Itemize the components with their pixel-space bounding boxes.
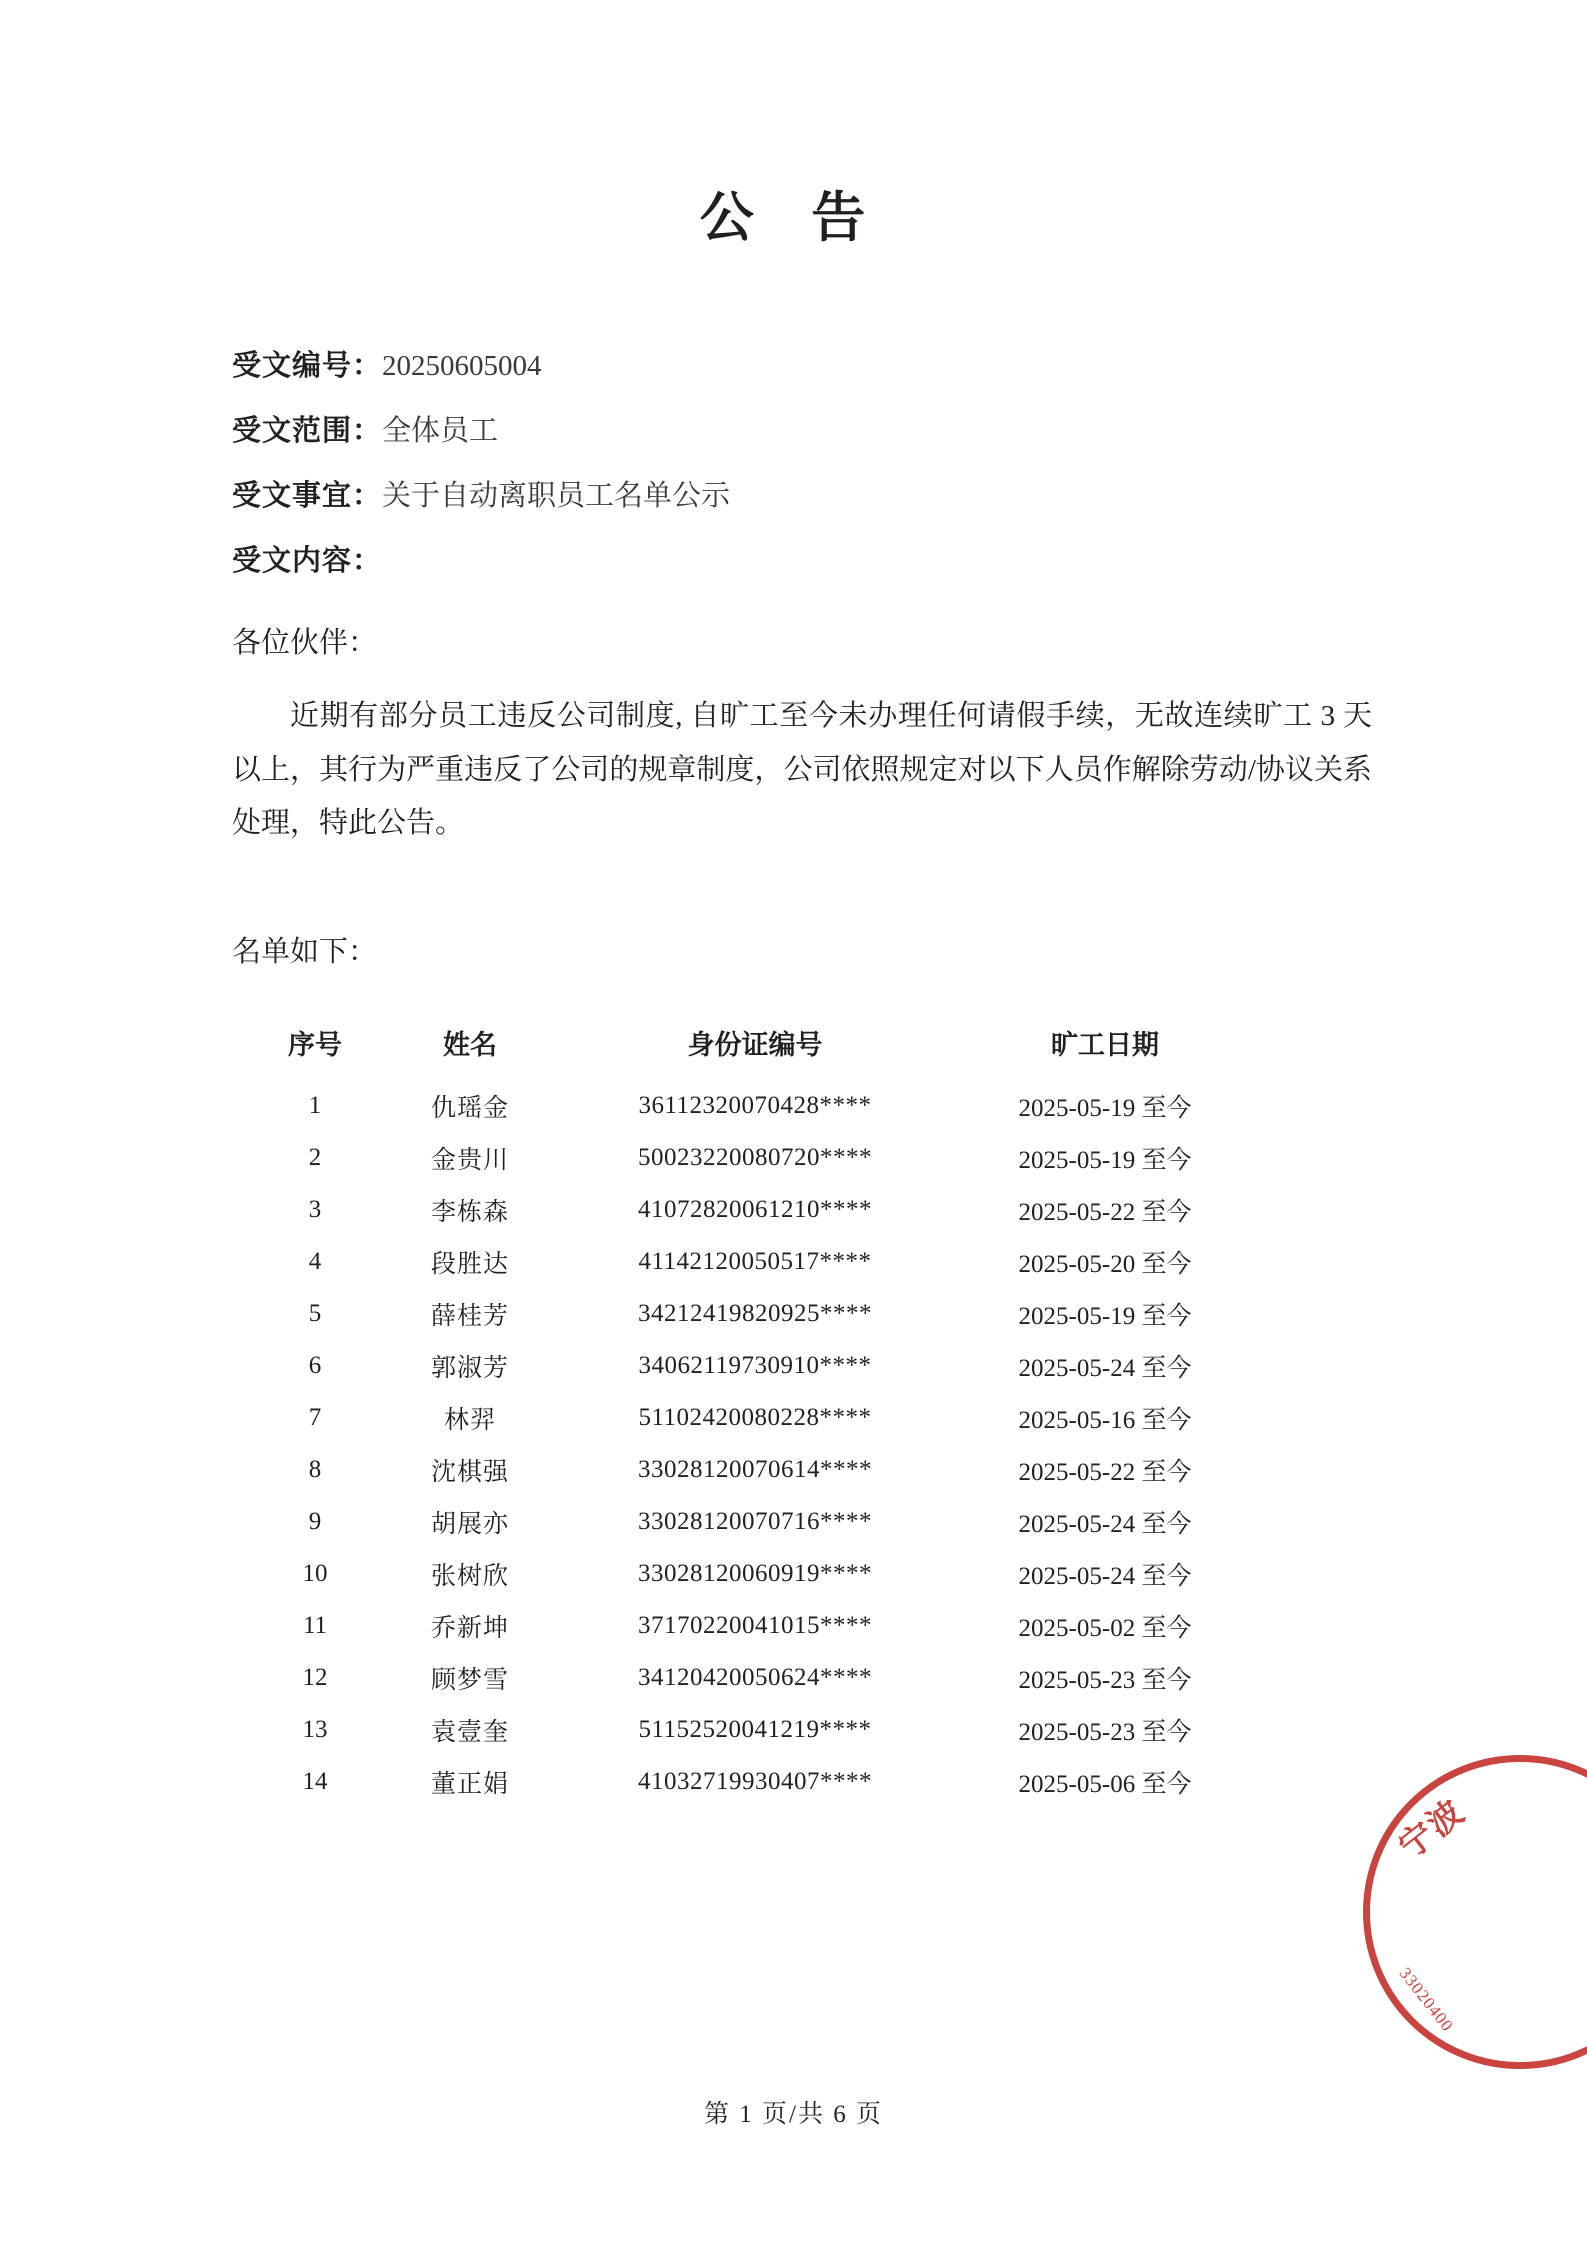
meta-row-content — [232, 547, 1387, 576]
table-row — [255, 1288, 1265, 1340]
meta-row-scope — [232, 417, 1387, 446]
list-header: 名单如下： — [232, 935, 378, 968]
table-row — [255, 1392, 1265, 1444]
meta-value-scope: 全体员工 — [382, 415, 499, 447]
table-row — [255, 1704, 1265, 1756]
table-row — [255, 1236, 1265, 1288]
table-row — [255, 1756, 1265, 1808]
column-header-date: 旷工日期 — [1051, 1029, 1159, 1060]
cell-date: 2025-05-19 至今 — [1018, 1094, 1192, 1122]
meta-label-content: 受文内容： — [232, 545, 383, 577]
cell-name: 顾梦雪 — [430, 1666, 509, 1694]
cell-date: 2025-05-24 至今 — [1018, 1354, 1192, 1382]
cell-id: 51102420080228**** — [638, 1403, 872, 1431]
cell-date: 2025-05-19 至今 — [1018, 1302, 1192, 1330]
table-row — [255, 1340, 1265, 1392]
cell-id: 33028120060919**** — [638, 1559, 872, 1587]
table-row — [255, 1548, 1265, 1600]
meta-label-scope: 受文范围： — [232, 415, 383, 447]
table-row — [255, 1496, 1265, 1548]
cell-date: 2025-05-24 至今 — [1018, 1562, 1192, 1590]
cell-id: 37170220041015**** — [638, 1611, 872, 1639]
meta-value-subject: 关于自动离职员工名单公示 — [382, 480, 731, 512]
cell-id: 34212419820925**** — [638, 1299, 872, 1327]
cell-index: 8 — [308, 1455, 322, 1483]
cell-date: 2025-05-22 至今 — [1018, 1458, 1192, 1486]
table-row — [255, 1600, 1265, 1652]
meta-block — [0, 352, 1587, 576]
cell-id: 41032719930407**** — [638, 1767, 872, 1795]
cell-name: 李栋森 — [430, 1198, 509, 1226]
cell-index: 7 — [308, 1403, 322, 1431]
salutation: 各位伙伴： — [232, 627, 378, 659]
cell-id: 41072820061210**** — [638, 1195, 872, 1223]
cell-date: 2025-05-20 至今 — [1018, 1250, 1192, 1278]
cell-id: 41142120050517**** — [638, 1247, 872, 1275]
cell-name: 段胜达 — [430, 1250, 509, 1278]
cell-name: 张树欣 — [430, 1562, 509, 1590]
cell-name: 董正娟 — [430, 1770, 509, 1798]
cell-id: 33028120070614**** — [638, 1455, 872, 1483]
cell-name: 仇瑶金 — [430, 1094, 509, 1122]
cell-id: 34062119730910**** — [638, 1351, 872, 1379]
cell-date: 2025-05-02 至今 — [1018, 1614, 1192, 1642]
cell-id: 51152520041219**** — [638, 1715, 872, 1743]
cell-name: 沈棋强 — [430, 1458, 509, 1486]
cell-index: 9 — [308, 1507, 322, 1535]
page-footer: 第 1 页/共 6 页 — [704, 2101, 883, 2128]
cell-index: 6 — [308, 1351, 322, 1379]
cell-id: 36112320070428**** — [638, 1091, 872, 1119]
column-header-id: 身份证编号 — [687, 1029, 823, 1060]
cell-date: 2025-05-23 至今 — [1018, 1718, 1192, 1746]
cell-id: 34120420050624**** — [638, 1663, 872, 1691]
meta-row-subject — [232, 482, 1387, 511]
cell-id: 50023220080720**** — [638, 1143, 872, 1171]
cell-date: 2025-05-24 至今 — [1018, 1510, 1192, 1538]
meta-value-number: 20250605004 — [382, 350, 542, 382]
cell-name: 郭淑芳 — [430, 1354, 509, 1382]
cell-name: 金贵川 — [430, 1146, 509, 1174]
cell-index: 3 — [308, 1195, 322, 1223]
cell-index: 13 — [302, 1715, 328, 1743]
cell-index: 1 — [308, 1091, 322, 1119]
meta-label-number: 受文编号： — [232, 350, 383, 382]
seal-number: 33020400 — [1395, 1963, 1458, 2036]
cell-date: 2025-05-16 至今 — [1018, 1406, 1192, 1434]
cell-index: 5 — [308, 1299, 322, 1327]
meta-label-subject: 受文事宜： — [232, 480, 383, 512]
cell-name: 袁壹奎 — [430, 1718, 509, 1746]
employee-table — [255, 1022, 1265, 1808]
cell-index: 11 — [302, 1611, 328, 1639]
cell-date: 2025-05-06 至今 — [1018, 1770, 1192, 1798]
column-header-index: 序号 — [288, 1029, 342, 1060]
cell-date: 2025-05-19 至今 — [1018, 1146, 1192, 1174]
seal-text: 宁波 — [1392, 1792, 1473, 1867]
cell-name: 乔新坤 — [430, 1614, 509, 1642]
company-seal-stamp — [1363, 1755, 1587, 2069]
cell-name: 胡展亦 — [430, 1510, 509, 1538]
cell-index: 14 — [302, 1767, 328, 1795]
body-paragraph: 近期有部分员工违反公司制度, 自旷工至今未办理任何请假手续，无故连续旷工 3 天以上，其行为严重违反了公司的规章制度，公司依照规定对以下人员作解除劳动/协议关系处理，特此公告。 — [232, 700, 1372, 840]
table-row — [255, 1080, 1265, 1132]
page-title: 公 告 — [699, 188, 888, 248]
cell-index: 12 — [302, 1663, 328, 1691]
column-header-name: 姓名 — [443, 1029, 497, 1060]
cell-date: 2025-05-22 至今 — [1018, 1198, 1192, 1226]
cell-date: 2025-05-23 至今 — [1018, 1666, 1192, 1694]
cell-name: 林羿 — [443, 1406, 496, 1434]
table-row — [255, 1184, 1265, 1236]
table-row — [255, 1132, 1265, 1184]
cell-id: 33028120070716**** — [638, 1507, 872, 1535]
table-body — [255, 1080, 1265, 1808]
cell-index: 2 — [308, 1143, 322, 1171]
cell-index: 10 — [302, 1559, 328, 1587]
table-row — [255, 1444, 1265, 1496]
cell-index: 4 — [308, 1247, 322, 1275]
table-row — [255, 1652, 1265, 1704]
cell-name: 薛桂芳 — [430, 1302, 509, 1330]
meta-row-number — [232, 352, 1387, 381]
table-header-row — [255, 1022, 1265, 1080]
